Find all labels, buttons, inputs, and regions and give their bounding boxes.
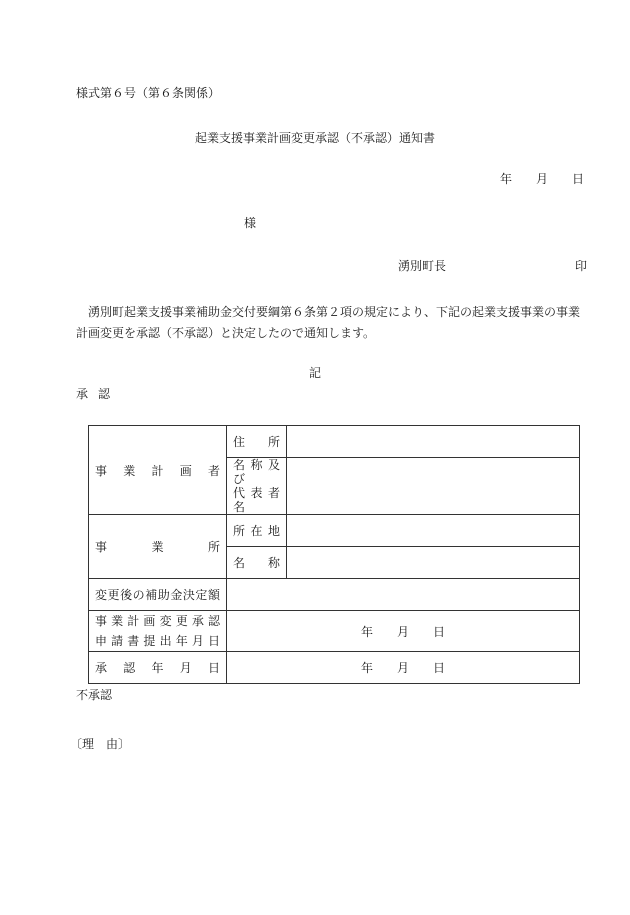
office-label: 事業所	[89, 515, 227, 579]
name-rep-line2: 代表者名	[233, 486, 280, 514]
name-rep-line1: 名称及び	[233, 458, 280, 486]
reason-label: 〔理 由〕	[70, 737, 131, 751]
ki-heading: 記	[308, 366, 321, 380]
application-date-label	[89, 611, 227, 652]
subsidy-amount-value	[227, 579, 580, 611]
application-date-line1: 事業計画変更承認	[95, 614, 220, 628]
name-value	[287, 547, 580, 579]
table-row	[89, 652, 580, 684]
planner-label: 事業計画者	[89, 426, 227, 515]
application-date-value: 年 月 日	[227, 611, 580, 652]
not-approved-label: 不承認	[76, 688, 113, 702]
addressee-suffix: 様	[244, 216, 257, 230]
issue-date: 年 月 日	[499, 172, 584, 186]
address-label: 住所	[227, 426, 287, 458]
location-value	[287, 515, 580, 547]
details-table	[88, 425, 580, 684]
approval-date-value: 年 月 日	[227, 652, 580, 684]
approval-date-label: 承認年月日	[89, 652, 227, 684]
document-title: 起業支援事業計画変更承認（不承認）通知書	[194, 131, 435, 145]
name-rep-label	[227, 458, 287, 515]
address-value	[287, 426, 580, 458]
table-row	[89, 579, 580, 611]
notice-body: 湧別町起業支援事業補助金交付要綱第６条第２項の規定により、下記の起業支援事業の事業計画変更を承認（不承認）と決定したので通知します。	[76, 305, 581, 340]
seal-mark: 印	[575, 259, 588, 273]
table-row	[89, 515, 580, 547]
table-row	[89, 426, 580, 458]
application-date-line2: 申請書提出年月日	[95, 634, 220, 648]
location-label: 所在地	[227, 515, 287, 547]
name-rep-value	[287, 458, 580, 515]
form-number: 様式第６号（第６条関係）	[76, 86, 221, 100]
subsidy-amount-label: 変更後の補助金決定額	[89, 579, 227, 611]
approve-label: 承認	[76, 387, 121, 401]
name-label: 名称	[227, 547, 287, 579]
issuer-name: 湧別町長	[398, 259, 447, 273]
table-row	[89, 611, 580, 652]
